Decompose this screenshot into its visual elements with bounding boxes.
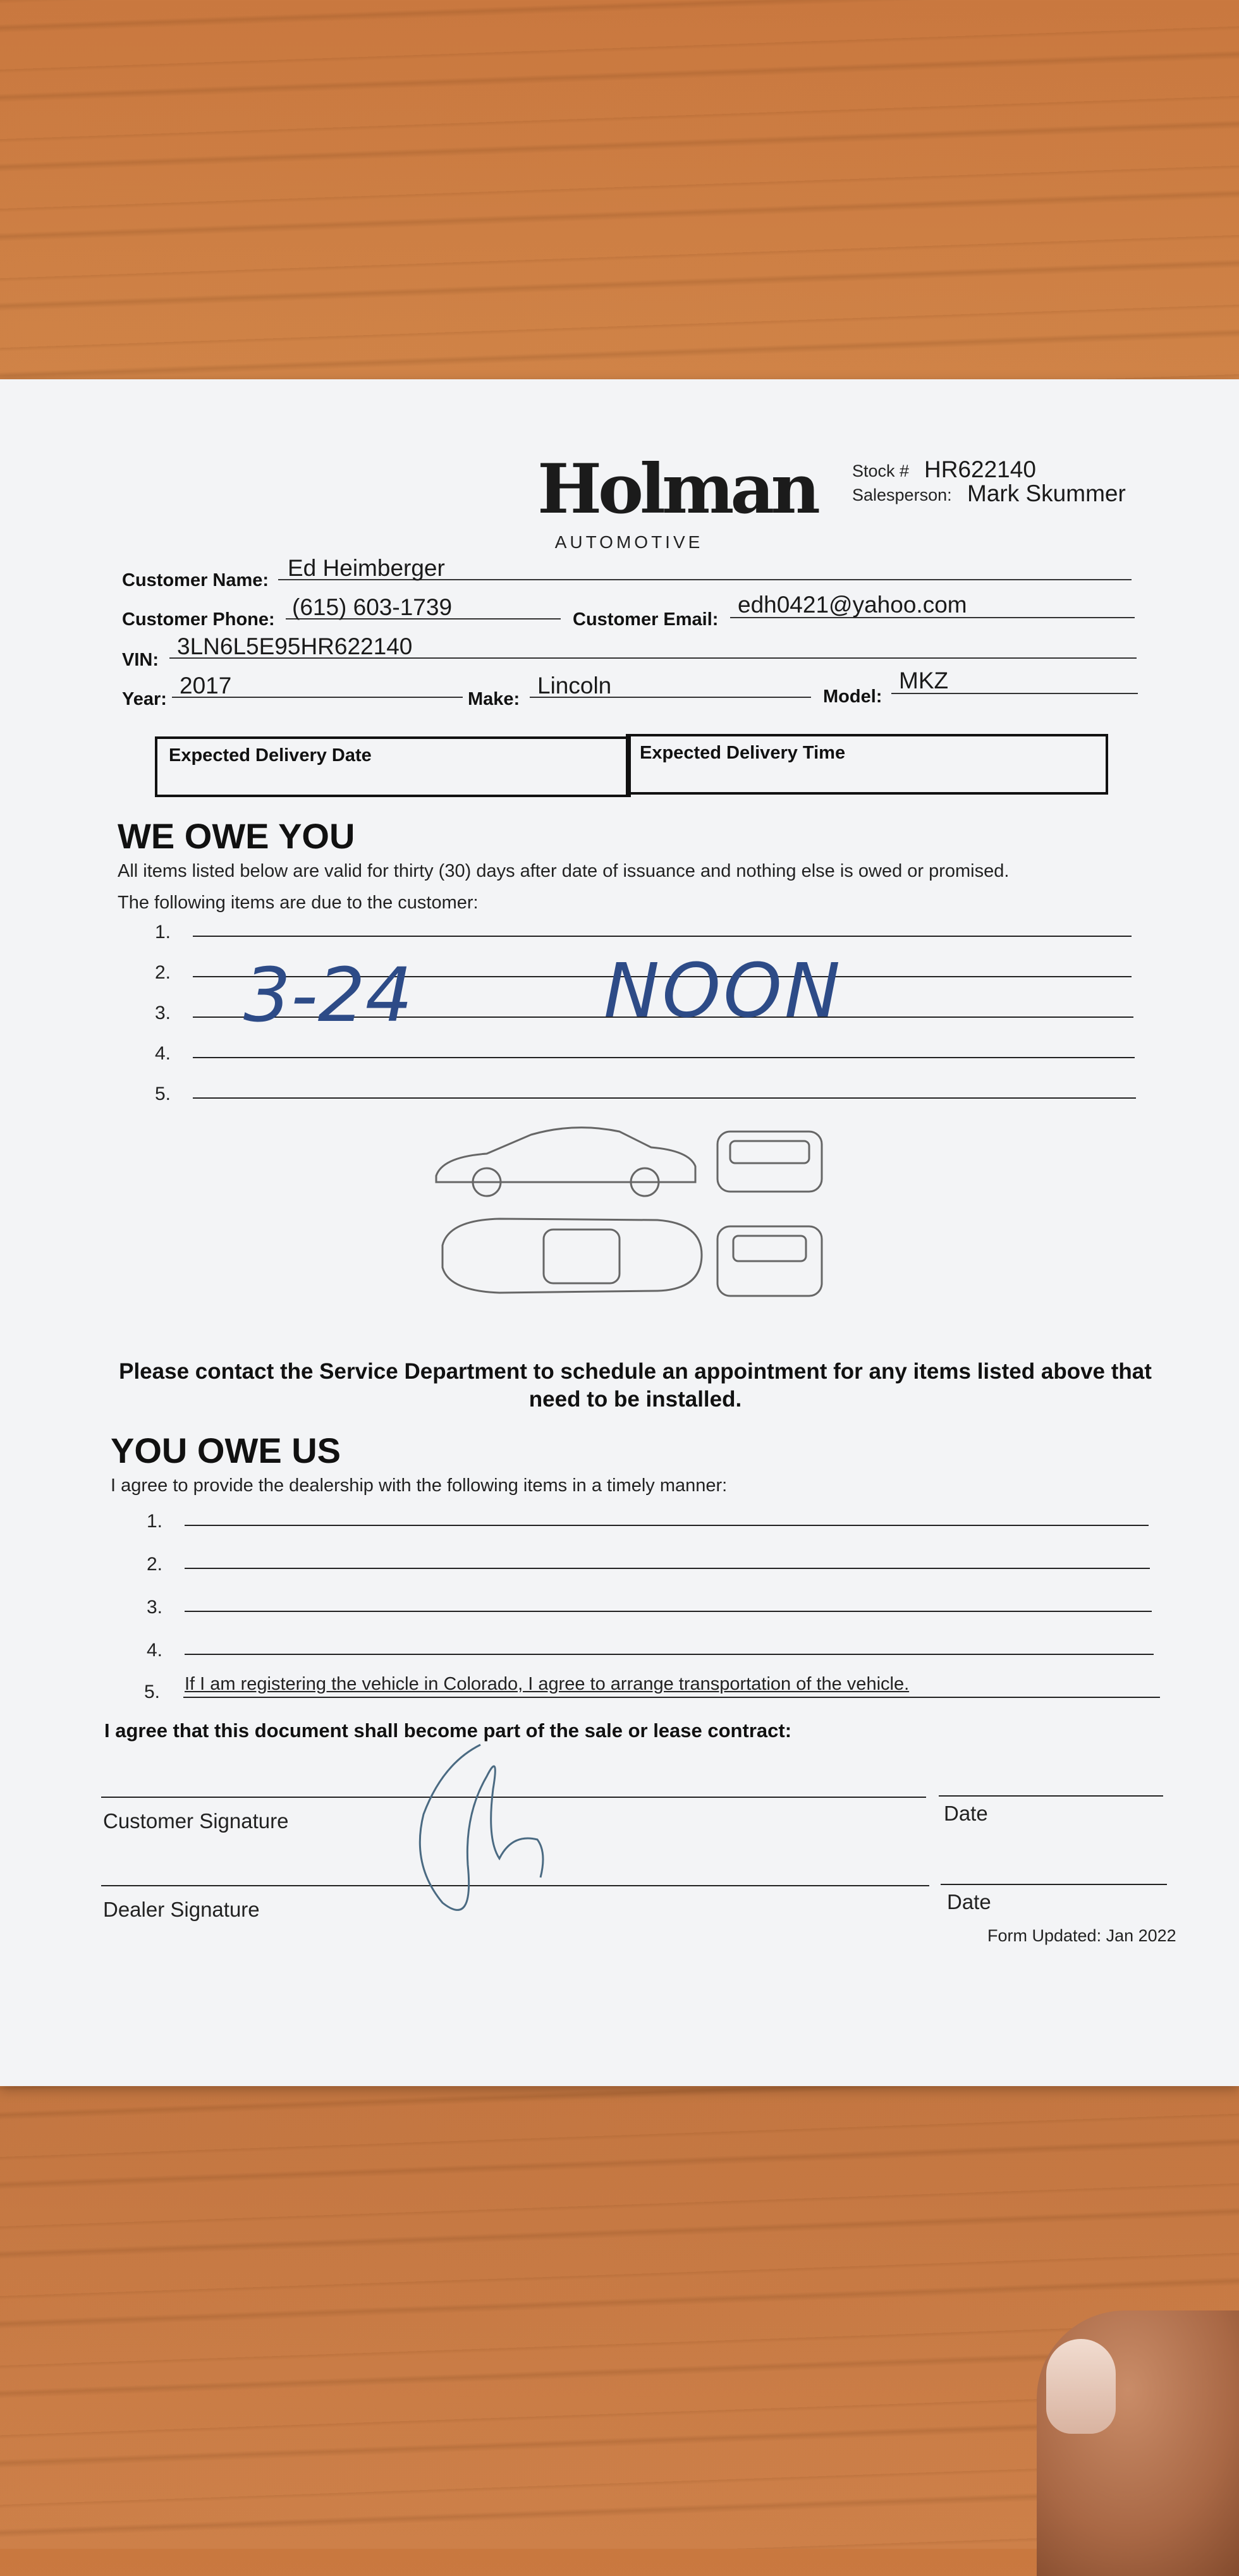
thumbnail-in-photo xyxy=(1046,2339,1116,2434)
year-field[interactable] xyxy=(172,668,463,698)
we-owe-text-line1: All items listed below are valid for thirty (30) days after date of issuance and nothing else is owed or promised. xyxy=(118,861,1010,881)
customer-date-label: Date xyxy=(944,1802,988,1825)
make-value: Lincoln xyxy=(537,673,612,699)
customer-date-line[interactable] xyxy=(939,1794,1163,1797)
make-field[interactable] xyxy=(530,668,811,698)
we-owe-number-3: 3. xyxy=(155,1003,171,1023)
customer-signature-label: Customer Signature xyxy=(103,1809,289,1833)
you-owe-line-3[interactable] xyxy=(185,1609,1152,1612)
logo-subtitle: AUTOMOTIVE xyxy=(554,532,704,552)
customer-name-value: Ed Heimberger xyxy=(288,555,445,581)
you-owe-line-2[interactable] xyxy=(185,1566,1150,1569)
delivery-date-label: Expected Delivery Date xyxy=(169,745,372,766)
we-owe-text-line2: The following items are due to the customer: xyxy=(118,893,479,913)
customer-name-field[interactable] xyxy=(278,550,1132,580)
you-owe-line-5 xyxy=(183,1695,1160,1698)
salesperson-label: Salesperson: xyxy=(852,485,952,504)
you-owe-number-3: 3. xyxy=(147,1597,163,1618)
we-owe-number-4: 4. xyxy=(155,1043,171,1064)
vin-label: VIN: xyxy=(122,650,159,670)
salesperson-value: Mark Skummer xyxy=(967,480,1126,506)
year-label: Year: xyxy=(122,689,167,709)
you-owe-number-1: 1. xyxy=(147,1511,163,1532)
holman-logo xyxy=(537,449,817,552)
customer-name-label: Customer Name: xyxy=(122,570,269,590)
stock-value: HR622140 xyxy=(924,456,1036,482)
service-notice-line1: Please contact the Service Department to schedule an appointment for any items listed above that xyxy=(119,1359,1152,1384)
agreement-text: I agree that this document shall become part of the sale or lease contract: xyxy=(104,1719,792,1742)
you-owe-number-2: 2. xyxy=(147,1554,163,1575)
model-label: Model: xyxy=(823,687,882,707)
we-owe-heading: WE OWE YOU xyxy=(118,816,355,856)
you-owe-number-5: 5. xyxy=(144,1682,161,1702)
customer-email-field[interactable] xyxy=(730,588,1135,618)
customer-email-label: Customer Email: xyxy=(573,609,719,630)
handwritten-time: NOON xyxy=(604,947,843,1034)
we-owe-line-1[interactable] xyxy=(193,934,1132,937)
customer-signature-scribble xyxy=(405,1738,563,1928)
you-owe-number-4: 4. xyxy=(147,1640,163,1661)
vin-field[interactable] xyxy=(169,628,1137,659)
dealer-signature-label: Dealer Signature xyxy=(103,1898,260,1921)
customer-email-value: edh0421@yahoo.com xyxy=(738,592,967,618)
logo-wordmark: Holman xyxy=(537,449,817,529)
form-updated-note: Form Updated: Jan 2022 xyxy=(987,1926,1176,1945)
vin-value: 3LN6L5E95HR622140 xyxy=(177,633,413,659)
delivery-time-box[interactable] xyxy=(626,734,1108,795)
handwritten-date: 3-24 xyxy=(243,951,413,1039)
we-owe-number-2: 2. xyxy=(155,962,171,983)
you-owe-line-4[interactable] xyxy=(185,1652,1154,1655)
year-value: 2017 xyxy=(180,673,232,699)
model-value: MKZ xyxy=(899,668,949,693)
we-owe-line-4[interactable] xyxy=(193,1056,1135,1058)
customer-phone-field[interactable] xyxy=(286,589,561,620)
you-owe-item5-text: If I am registering the vehicle in Colorado, I agree to arrange transportation of the vehicle. xyxy=(185,1674,910,1694)
we-owe-form-paper xyxy=(0,379,1239,2086)
delivery-date-box[interactable] xyxy=(155,736,631,797)
we-owe-number-5: 5. xyxy=(155,1084,171,1104)
vehicle-damage-diagram xyxy=(430,1119,834,1328)
model-field[interactable] xyxy=(891,664,1138,694)
stock-label: Stock # xyxy=(852,461,910,480)
customer-phone-value: (615) 603-1739 xyxy=(292,594,453,620)
dealer-date-label: Date xyxy=(947,1890,991,1914)
you-owe-line-1[interactable] xyxy=(185,1523,1149,1526)
service-notice-line2: need to be installed. xyxy=(528,1387,742,1412)
you-owe-heading: YOU OWE US xyxy=(111,1431,341,1470)
we-owe-line-5[interactable] xyxy=(193,1096,1136,1099)
we-owe-number-1: 1. xyxy=(155,922,171,943)
dealer-date-line[interactable] xyxy=(941,1883,1167,1885)
customer-phone-label: Customer Phone: xyxy=(122,609,275,630)
make-label: Make: xyxy=(468,689,520,709)
delivery-time-label: Expected Delivery Time xyxy=(640,743,846,763)
you-owe-text: I agree to provide the dealership with the following items in a timely manner: xyxy=(111,1475,728,1496)
